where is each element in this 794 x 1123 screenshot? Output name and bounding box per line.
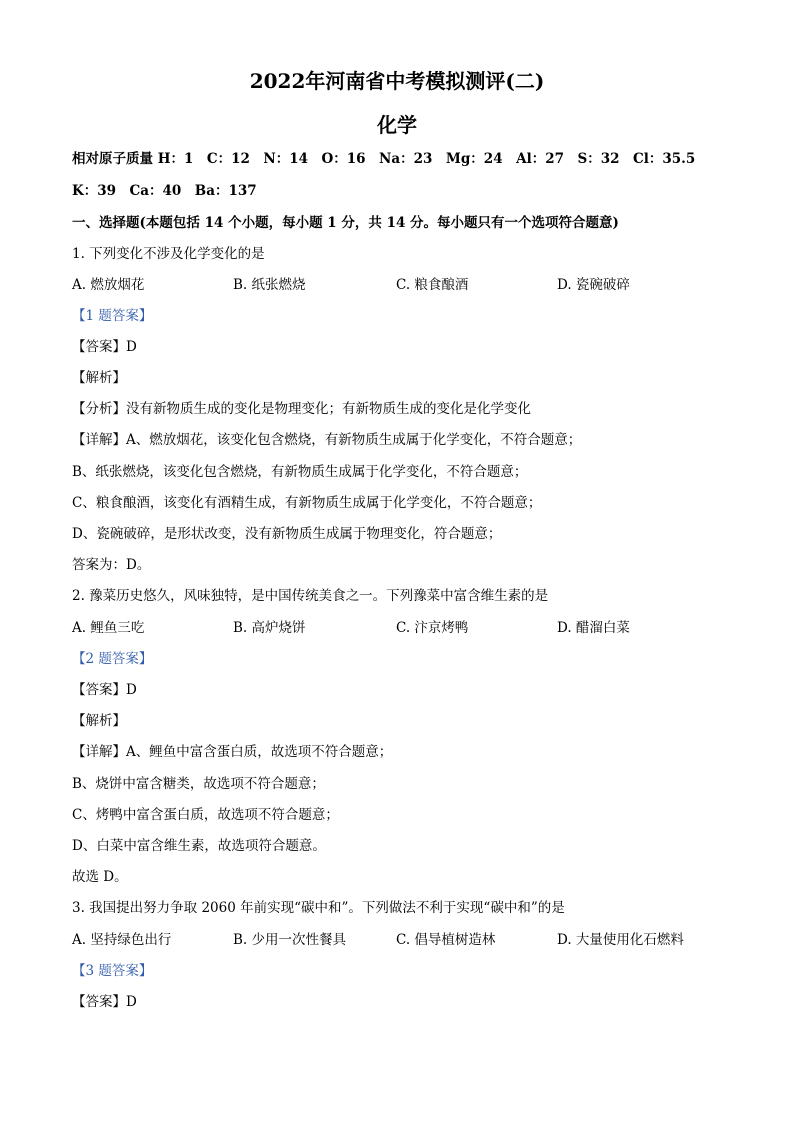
q2-answer-tag: 【2 题答案】 <box>72 651 153 667</box>
q1-option-d: D. 瓷碗破碎 <box>557 277 630 293</box>
q2-detail-a: 【详解】A、鲤鱼中富含蛋白质，故选项不符合题意； <box>72 744 393 760</box>
atomic-mass-line-1: 相对原子质量 H：1 C：12 N：14 O：16 Na：23 Mg：24 Al：27 S：32 Cl：35.5 <box>72 151 696 167</box>
atomic-mass-line-2: K：39 Ca：40 Ba：137 <box>72 183 257 199</box>
q1-detail-d: D、瓷碗破碎，是形状改变，没有新物质生成属于物理变化，符合题意； <box>72 526 502 542</box>
q2-option-c: C. 汴京烤鸭 <box>396 620 469 636</box>
question-2-stem: 2. 豫菜历史悠久，风味独特，是中国传统美食之一。下列豫菜中富含维生素的是 <box>72 588 549 604</box>
q1-answer-tag: 【1 题答案】 <box>72 308 153 324</box>
q1-answer: 【答案】D <box>72 339 137 355</box>
q3-option-c: C. 倡导植树造林 <box>396 932 496 948</box>
q1-option-c: C. 粮食酿酒 <box>396 277 469 293</box>
subject-title: 化学 <box>377 113 417 137</box>
page-title: 2022年河南省中考模拟测评(二) <box>249 69 545 93</box>
section-heading: 一、选择题(本题包括 14 个小题，每小题 1 分，共 14 分。每小题只有一个选项符合题意) <box>72 215 619 231</box>
q1-analysis: 【分析】没有新物质生成的变化是物理变化；有新物质生成的变化是化学变化 <box>72 401 531 417</box>
q3-option-d: D. 大量使用化石燃料 <box>557 932 684 948</box>
q1-detail-c: C、粮食酿酒，该变化有酒精生成，有新物质生成属于化学变化，不符合题意； <box>72 495 542 511</box>
q1-detail-a: 【详解】A、燃放烟花，该变化包含燃烧，有新物质生成属于化学变化，不符合题意； <box>72 432 582 448</box>
q1-conclusion: 答案为：D。 <box>72 557 151 573</box>
q2-answer: 【答案】D <box>72 682 137 698</box>
q2-conclusion: 故选 D。 <box>72 869 128 885</box>
q3-answer-tag: 【3 题答案】 <box>72 963 153 979</box>
q3-option-b: B. 少用一次性餐具 <box>233 932 347 948</box>
q2-detail-c: C、烤鸭中富含蛋白质，故选项不符合题意； <box>72 807 339 823</box>
q2-detail-d: D、白菜中富含维生素，故选项符合题意。 <box>72 838 326 854</box>
q2-option-a: A. 鲤鱼三吃 <box>72 620 145 636</box>
q3-answer: 【答案】D <box>72 994 137 1010</box>
q2-analysis-tag: 【解析】 <box>72 713 126 729</box>
q3-option-a: A. 坚持绿色出行 <box>72 932 172 948</box>
q1-analysis-tag: 【解析】 <box>72 370 126 386</box>
q1-option-a: A. 燃放烟花 <box>72 277 145 293</box>
q2-option-b: B. 高炉烧饼 <box>233 620 306 636</box>
q2-detail-b: B、烧饼中富含糖类，故选项不符合题意； <box>72 776 325 792</box>
q1-option-b: B. 纸张燃烧 <box>233 277 306 293</box>
question-3-stem: 3. 我国提出努力争取 2060 年前实现“碳中和”。下列做法不利于实现“碳中和”的是 <box>72 900 565 916</box>
q1-detail-b: B、纸张燃烧，该变化包含燃烧，有新物质生成属于化学变化，不符合题意； <box>72 464 528 480</box>
q2-option-d: D. 醋溜白菜 <box>557 620 630 636</box>
question-1-stem: 1. 下列变化不涉及化学变化的是 <box>72 246 265 262</box>
